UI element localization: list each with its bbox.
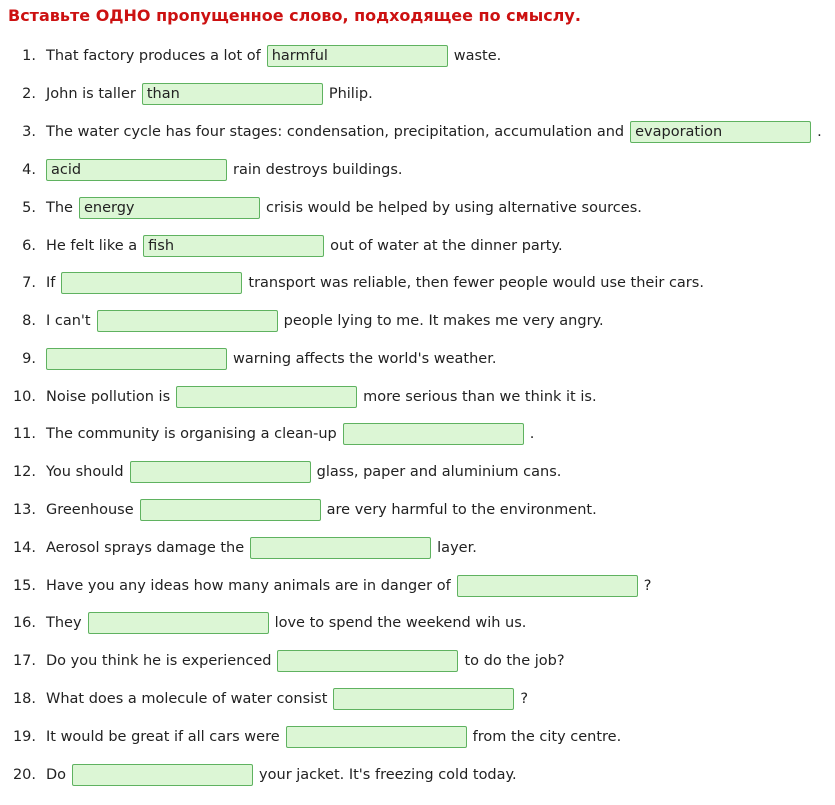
- exercise-item: [0, 234, 563, 258]
- exercise-item: [0, 763, 517, 787]
- item-number: 17.: [12, 653, 36, 669]
- answer-input[interactable]: [630, 121, 811, 143]
- item-text-after: .: [817, 124, 822, 140]
- answer-input[interactable]: [130, 461, 311, 483]
- item-number: 8.: [22, 313, 36, 329]
- item-text-before: The community is organising a clean-up: [46, 426, 337, 442]
- item-text-before: You should: [46, 464, 124, 480]
- item-text-after: crisis would be helped by using alternative sources.: [265, 200, 642, 216]
- item-text-before: Greenhouse: [46, 502, 134, 518]
- answer-input[interactable]: [250, 537, 431, 559]
- item-number: 13.: [12, 502, 36, 518]
- item-text-after: people lying to me. It makes me very angry.: [283, 313, 604, 329]
- item-text-after: to do the job?: [464, 653, 565, 669]
- item-number: 18.: [12, 691, 36, 707]
- exercise-item: [0, 574, 651, 598]
- item-text-before: John is taller: [46, 86, 136, 102]
- item-text-before: If: [46, 275, 56, 291]
- exercise-item: [0, 649, 565, 673]
- item-number: 10.: [12, 389, 36, 405]
- exercise-item: [0, 385, 597, 409]
- item-text-after: warning affects the world's weather.: [233, 351, 497, 367]
- item-text-before: Do you think he is experienced: [46, 653, 272, 669]
- exercise-item: [0, 536, 477, 560]
- answer-input[interactable]: [97, 310, 278, 332]
- item-text-before: They: [46, 615, 82, 631]
- answer-input[interactable]: [277, 650, 458, 672]
- exercise-item: [0, 725, 621, 749]
- exercise-item: [0, 82, 373, 106]
- item-text-before: Aerosol sprays damage the: [46, 540, 245, 556]
- answer-input[interactable]: [143, 235, 324, 257]
- item-text-after: layer.: [437, 540, 477, 556]
- item-text-before: What does a molecule of water consist: [46, 691, 328, 707]
- exercise-item: [0, 422, 534, 446]
- answer-input[interactable]: [79, 197, 260, 219]
- answer-input[interactable]: [176, 386, 357, 408]
- item-number: 1.: [22, 48, 36, 64]
- answer-input[interactable]: [142, 83, 323, 105]
- item-text-before: It would be great if all cars were: [46, 729, 280, 745]
- item-text-after: ?: [643, 578, 652, 594]
- item-text-after: are very harmful to the environment.: [326, 502, 597, 518]
- exercise-item: [0, 44, 501, 68]
- item-text-after: waste.: [453, 48, 502, 64]
- item-number: 14.: [12, 540, 36, 556]
- item-text-after: glass, paper and aluminium cans.: [316, 464, 562, 480]
- item-text-before: I can't: [46, 313, 91, 329]
- item-number: 9.: [22, 351, 36, 367]
- item-number: 20.: [12, 767, 36, 783]
- answer-input[interactable]: [333, 688, 514, 710]
- item-number: 3.: [22, 124, 36, 140]
- item-text-before: Noise pollution is: [46, 389, 171, 405]
- item-number: 16.: [12, 615, 36, 631]
- exercise-item: [0, 196, 642, 220]
- item-text-after: love to spend the weekend wih us.: [274, 615, 527, 631]
- answer-input[interactable]: [140, 499, 321, 521]
- item-text-after: your jacket. It's freezing cold today.: [259, 767, 517, 783]
- item-number: 4.: [22, 162, 36, 178]
- exercise-item: [0, 120, 822, 144]
- answer-input[interactable]: [72, 764, 253, 786]
- item-text-before: The water cycle has four stages: condensation, precipitation, accumulation and: [46, 124, 625, 140]
- answer-input[interactable]: [343, 423, 524, 445]
- item-number: 19.: [12, 729, 36, 745]
- exercise-item: [0, 460, 561, 484]
- answer-input[interactable]: [88, 612, 269, 634]
- item-number: 11.: [12, 426, 36, 442]
- item-text-after: out of water at the dinner party.: [330, 238, 563, 254]
- item-number: 12.: [12, 464, 36, 480]
- item-text-after: ?: [520, 691, 529, 707]
- answer-input[interactable]: [267, 45, 448, 67]
- item-text-before: He felt like a: [46, 238, 138, 254]
- item-text-after: Philip.: [328, 86, 373, 102]
- answer-input[interactable]: [46, 159, 227, 181]
- exercise-item: [0, 611, 526, 635]
- item-text-after: from the city centre.: [472, 729, 622, 745]
- exercise-item: [0, 271, 704, 295]
- item-number: 5.: [22, 200, 36, 216]
- item-text-before: The: [46, 200, 73, 216]
- item-number: 15.: [12, 578, 36, 594]
- answer-input[interactable]: [457, 575, 638, 597]
- item-number: 6.: [22, 238, 36, 254]
- exercise-item: [0, 158, 403, 182]
- item-text-before: Do: [46, 767, 67, 783]
- item-text-after: .: [529, 426, 535, 442]
- item-text-after: transport was reliable, then fewer people would use their cars.: [248, 275, 704, 291]
- item-text-before: That factory produces a lot of: [46, 48, 261, 64]
- item-text-before: Have you any ideas how many animals are in danger of: [46, 578, 451, 594]
- item-number: 7.: [22, 275, 36, 291]
- item-text-after: rain destroys buildings.: [233, 162, 403, 178]
- exercise-item: [0, 309, 604, 333]
- exercise-item: [0, 687, 528, 711]
- answer-input[interactable]: [46, 348, 227, 370]
- item-number: 2.: [22, 86, 36, 102]
- answer-input[interactable]: [61, 272, 242, 294]
- exercise-title: Вставьте ОДНО пропущенное слово, подходящее по смыслу.: [8, 6, 581, 25]
- exercise-item: [0, 347, 496, 371]
- item-text-after: more serious than we think it is.: [363, 389, 597, 405]
- answer-input[interactable]: [286, 726, 467, 748]
- exercise-item: [0, 498, 597, 522]
